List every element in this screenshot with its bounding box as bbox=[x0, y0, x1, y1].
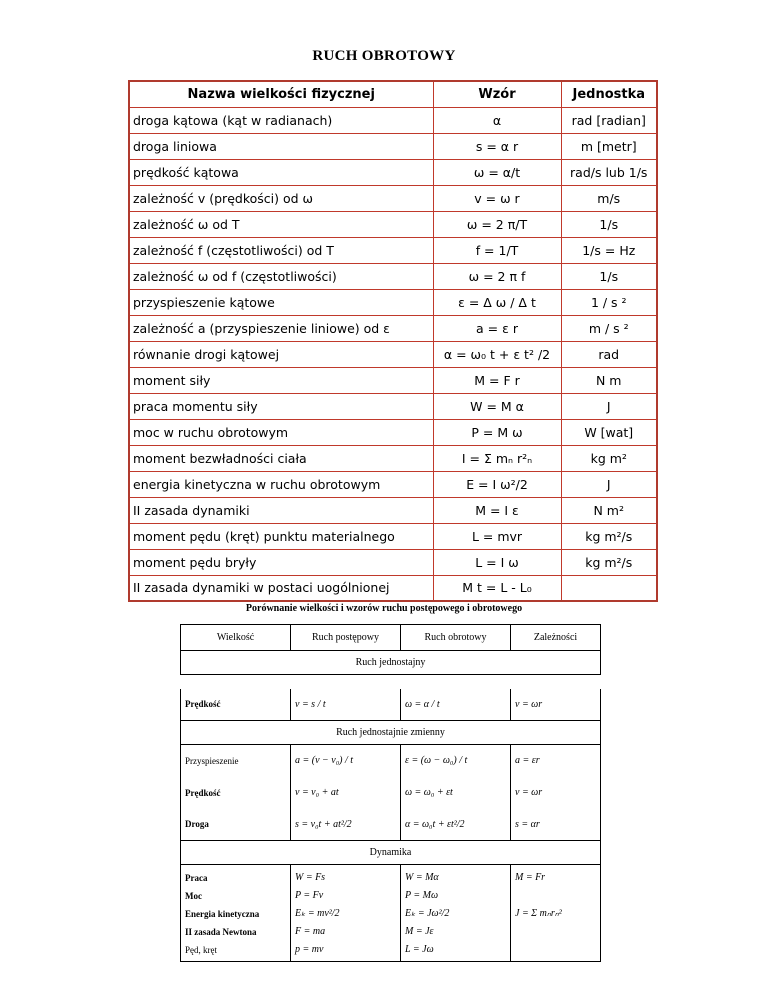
formula-cell: L = I ω bbox=[433, 549, 561, 575]
relation-formula: v = ωr bbox=[511, 777, 601, 809]
header-formula: Wzór bbox=[433, 81, 561, 107]
unit-cell: N m² bbox=[561, 497, 657, 523]
comparison-row bbox=[181, 777, 601, 809]
section-accel-label: Ruch jednostajnie zmienny bbox=[181, 721, 601, 745]
formula-cell: f = 1/T bbox=[433, 237, 561, 263]
quantity-name: II zasada dynamiki bbox=[129, 497, 433, 523]
rotational-motion-table bbox=[128, 80, 658, 602]
section-dynamics bbox=[181, 841, 601, 865]
table-row bbox=[129, 315, 657, 341]
page-title: RUCH OBROTOWY bbox=[312, 48, 456, 64]
quantity-name: moment bezwładności ciała bbox=[129, 445, 433, 471]
unit-cell: N m bbox=[561, 367, 657, 393]
formula-cell: M t = L - L₀ bbox=[433, 575, 561, 601]
quantity-name: droga liniowa bbox=[129, 133, 433, 159]
unit-cell: 1/s bbox=[561, 211, 657, 237]
table-row bbox=[129, 263, 657, 289]
table-row bbox=[129, 393, 657, 419]
comparison-table bbox=[180, 624, 601, 962]
quantity-name: droga kątowa (kąt w radianach) bbox=[129, 107, 433, 133]
formula-cell: a = ε r bbox=[433, 315, 561, 341]
dyn-label-ped: Pęd, kręt bbox=[185, 945, 217, 955]
formula-cell: E = I ω²/2 bbox=[433, 471, 561, 497]
dyn-rel-0: M = Fr bbox=[515, 872, 546, 883]
relation-formula: s = αr bbox=[511, 809, 601, 841]
dyn-linear-4: p = mv bbox=[295, 944, 324, 955]
quantity-name: zależność ω od f (częstotliwości) bbox=[129, 263, 433, 289]
section-uniform-label: Ruch jednostajny bbox=[181, 651, 601, 675]
unit-cell: kg m² bbox=[561, 445, 657, 471]
quantity-name: zależność v (prędkości) od ω bbox=[129, 185, 433, 211]
section-uniform bbox=[181, 651, 601, 675]
dyn-label-praca: Praca bbox=[185, 873, 208, 883]
table-row bbox=[129, 341, 657, 367]
dyn-linear-2: Eₖ = mv²/2 bbox=[295, 908, 340, 919]
table-header-row bbox=[129, 81, 657, 107]
comparison-title: Porównanie wielkości i wzorów ruchu postępowego i obrotowego bbox=[245, 603, 523, 614]
quantity-name: równanie drogi kątowej bbox=[129, 341, 433, 367]
comparison-row bbox=[181, 809, 601, 841]
table-row bbox=[129, 445, 657, 471]
dyn-rel-1: J = Σ mₙrₙ² bbox=[515, 908, 562, 919]
dynamics-rotational bbox=[401, 865, 511, 962]
formula-cell: α bbox=[433, 107, 561, 133]
quantity-name: moc w ruchu obrotowym bbox=[129, 419, 433, 445]
unit-cell: rad [radian] bbox=[561, 107, 657, 133]
quantity-name: moment siły bbox=[129, 367, 433, 393]
quantity-name: moment pędu (kręt) punktu materialnego bbox=[129, 523, 433, 549]
table-row bbox=[129, 523, 657, 549]
table-row bbox=[129, 289, 657, 315]
unit-cell: m / s ² bbox=[561, 315, 657, 341]
dynamics-relations bbox=[511, 865, 601, 962]
quantity-name: moment pędu bryły bbox=[129, 549, 433, 575]
table-row bbox=[129, 185, 657, 211]
rotational-formula: ε = (ω − ω₀) / t bbox=[401, 745, 511, 777]
dyn-label-moc: Moc bbox=[185, 891, 202, 901]
table-row bbox=[129, 211, 657, 237]
section-accel bbox=[181, 721, 601, 745]
dynamics-linear bbox=[291, 865, 401, 962]
rotational-formula: α = ω₀t + εt²/2 bbox=[401, 809, 511, 841]
formula-cell: α = ω₀ t + ε t² /2 bbox=[433, 341, 561, 367]
unit-cell: kg m²/s bbox=[561, 523, 657, 549]
dyn-rot-1: P = Mω bbox=[405, 890, 439, 901]
dyn-linear-0: W = Fs bbox=[295, 872, 326, 883]
row-label: Prędkość bbox=[181, 689, 291, 721]
unit-cell: m/s bbox=[561, 185, 657, 211]
unit-cell: J bbox=[561, 471, 657, 497]
dyn-label-energia: Energia kinetyczna bbox=[185, 909, 260, 919]
row-label: Przyspieszenie bbox=[181, 745, 291, 777]
unit-cell: rad/s lub 1/s bbox=[561, 159, 657, 185]
formula-cell: I = Σ mₙ r²ₙ bbox=[433, 445, 561, 471]
table-row bbox=[129, 107, 657, 133]
comparison-header-row bbox=[181, 625, 601, 651]
comparison-header-relations: Zależności bbox=[511, 625, 601, 651]
unit-cell: W [wat] bbox=[561, 419, 657, 445]
dyn-linear-1: P = Fv bbox=[295, 890, 324, 901]
table-row bbox=[129, 549, 657, 575]
section-dynamics-label: Dynamika bbox=[181, 841, 601, 865]
comparison-header-rotational: Ruch obrotowy bbox=[401, 625, 511, 651]
quantity-name: energia kinetyczna w ruchu obrotowym bbox=[129, 471, 433, 497]
table-row bbox=[129, 133, 657, 159]
comparison-header-linear: Ruch postępowy bbox=[291, 625, 401, 651]
table-row bbox=[129, 367, 657, 393]
dyn-label-newton: II zasada Newtona bbox=[185, 927, 257, 937]
linear-formula: a = (v − v₀) / t bbox=[291, 745, 401, 777]
formula-cell: M = F r bbox=[433, 367, 561, 393]
rotational-formula: ω = ω₀ + εt bbox=[401, 777, 511, 809]
header-name: Nazwa wielkości fizycznej bbox=[129, 81, 433, 107]
formula-cell: s = α r bbox=[433, 133, 561, 159]
comparison-header-quantity: Wielkość bbox=[181, 625, 291, 651]
quantity-name: prędkość kątowa bbox=[129, 159, 433, 185]
relation-formula: v = ωr bbox=[511, 689, 601, 721]
comparison-row bbox=[181, 689, 601, 721]
unit-cell bbox=[561, 575, 657, 601]
dynamics-labels bbox=[181, 865, 291, 962]
quantity-name: zależność f (częstotliwości) od T bbox=[129, 237, 433, 263]
dynamics-block bbox=[181, 865, 601, 962]
quantity-name: II zasada dynamiki w postaci uogólnionej bbox=[129, 575, 433, 601]
formula-cell: ε = Δ ω / Δ t bbox=[433, 289, 561, 315]
formula-cell: v = ω r bbox=[433, 185, 561, 211]
rotational-formula: ω = α / t bbox=[401, 689, 511, 721]
linear-formula: v = v₀ + at bbox=[291, 777, 401, 809]
formula-cell: M = I ε bbox=[433, 497, 561, 523]
linear-formula: s = v₀t + at²/2 bbox=[291, 809, 401, 841]
table-row bbox=[129, 471, 657, 497]
table-row bbox=[129, 575, 657, 601]
comparison-row bbox=[181, 745, 601, 777]
relation-formula: a = εr bbox=[511, 745, 601, 777]
formula-cell: ω = α/t bbox=[433, 159, 561, 185]
quantity-name: zależność ω od T bbox=[129, 211, 433, 237]
dyn-rot-2: Eₖ = Jω²/2 bbox=[405, 908, 450, 919]
unit-cell: m [metr] bbox=[561, 133, 657, 159]
unit-cell: J bbox=[561, 393, 657, 419]
table-row bbox=[129, 497, 657, 523]
unit-cell: 1/s bbox=[561, 263, 657, 289]
table-row bbox=[129, 159, 657, 185]
dyn-linear-3: F = ma bbox=[295, 926, 326, 937]
unit-cell: kg m²/s bbox=[561, 549, 657, 575]
unit-cell: 1 / s ² bbox=[561, 289, 657, 315]
quantity-name: przyspieszenie kątowe bbox=[129, 289, 433, 315]
row-label: Droga bbox=[181, 809, 291, 841]
formula-cell: W = M α bbox=[433, 393, 561, 419]
quantity-name: praca momentu siły bbox=[129, 393, 433, 419]
formula-cell: ω = 2 π f bbox=[433, 263, 561, 289]
formula-cell: P = M ω bbox=[433, 419, 561, 445]
formula-cell: ω = 2 π/T bbox=[433, 211, 561, 237]
table-row bbox=[129, 419, 657, 445]
unit-cell: 1/s = Hz bbox=[561, 237, 657, 263]
linear-formula: v = s / t bbox=[291, 689, 401, 721]
table-row bbox=[129, 237, 657, 263]
dyn-rot-3: M = Jε bbox=[405, 926, 434, 937]
header-unit: Jednostka bbox=[561, 81, 657, 107]
dyn-rot-0: W = Mα bbox=[405, 872, 439, 883]
unit-cell: rad bbox=[561, 341, 657, 367]
quantity-name: zależność a (przyspieszenie liniowe) od ε bbox=[129, 315, 433, 341]
dyn-rot-4: L = Jω bbox=[405, 944, 434, 955]
row-label: Prędkość bbox=[181, 777, 291, 809]
formula-cell: L = mvr bbox=[433, 523, 561, 549]
